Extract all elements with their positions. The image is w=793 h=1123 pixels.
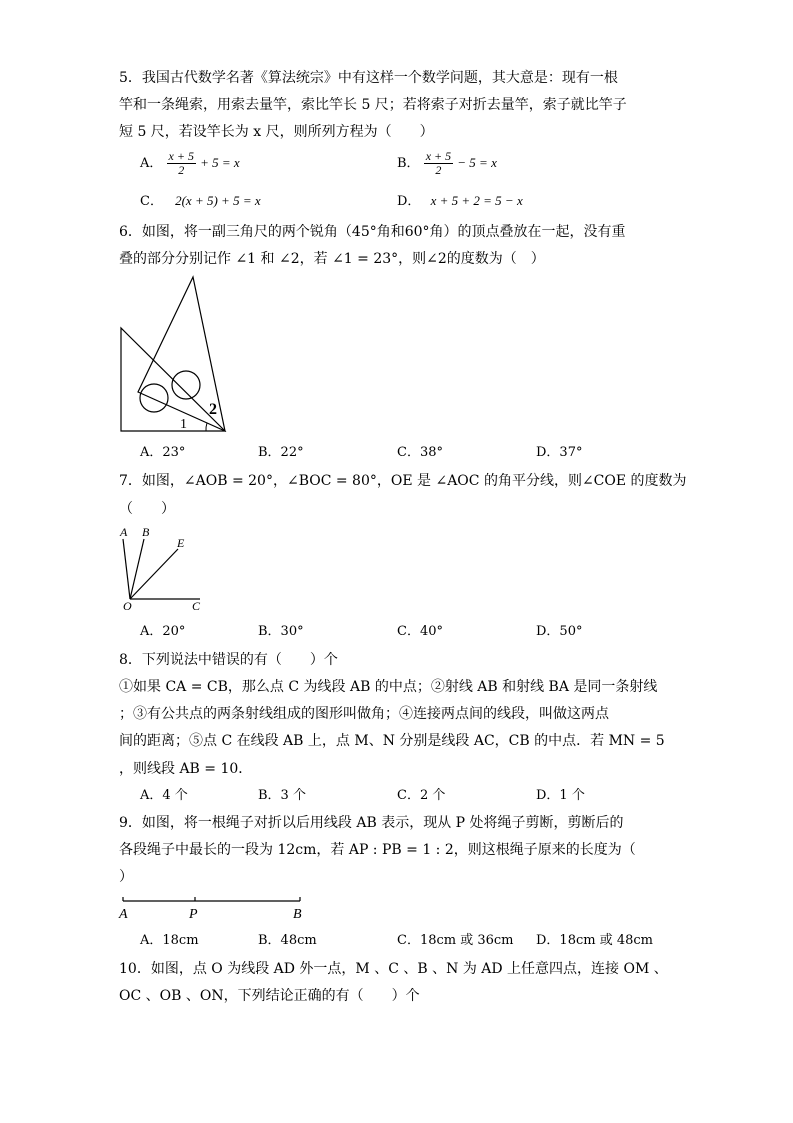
q6-figure-triangles xyxy=(118,274,238,434)
q7-label-b: B xyxy=(142,525,150,539)
q7-label-a: A xyxy=(120,525,128,539)
q5-option-c-expr: 2(x + 5) + 5 = x xyxy=(175,193,261,208)
q5-option-a-fraction xyxy=(167,150,196,177)
q7-line-2: （ ） xyxy=(119,501,175,517)
q8-option-b: B．3 个 xyxy=(258,788,306,803)
q8-line-4: 间的距离；⑤点 C 在线段 AB 上，点 M、N 分别是线段 AC，CB 的中点．若 MN = 5 xyxy=(119,733,665,749)
q5-option-b-label: B． xyxy=(397,156,420,171)
q5-option-c-label: C． xyxy=(140,194,163,209)
q7-ray-oa xyxy=(123,539,130,599)
q5-option-d-expr: x + 5 + 2 = 5 − x xyxy=(430,193,523,208)
q7-label-c: C xyxy=(192,599,201,613)
q8-option-a: A．4 个 xyxy=(140,788,188,803)
q8-line-1: 8．下列说法中错误的有（ ）个 xyxy=(119,652,338,668)
q5-option-a-rest: + 5 = x xyxy=(200,155,240,170)
q9-line-2: 各段绳子中最长的一段为 12cm，若 AP : PB = 1 : 2，则这根绳子原来的长度为（ xyxy=(119,842,636,858)
q6-hole-right xyxy=(172,371,200,399)
q6-line-2: 叠的部分分别记作 ∠1 和 ∠2，若 ∠1 = 23°，则∠2的度数为（ ） xyxy=(119,251,545,267)
q6-option-b: B．22° xyxy=(258,445,304,460)
q5-option-b-fraction xyxy=(424,150,453,177)
q5-option-a-numerator: x + 5 xyxy=(168,149,194,163)
q5-option-b xyxy=(397,150,497,177)
q9-line-3: ） xyxy=(119,869,133,885)
q9-option-c: C．18cm 或 36cm xyxy=(397,933,514,948)
q7-ray-oe xyxy=(130,549,178,599)
q8-line-3: ；③有公共点的两条射线组成的图形叫做角；④连接两点间的线段，叫做这两点 xyxy=(119,706,609,722)
q5-line-1: 5．我国古代数学名著《算法统宗》中有这样一个数学问题，其大意是：现有一根 xyxy=(119,70,618,86)
q6-angle-arc xyxy=(206,423,207,431)
q9-label-p: P xyxy=(189,907,198,922)
q7-figure-angles xyxy=(118,524,218,614)
q10-line-1: 10．如图，点 O 为线段 AD 外一点，M 、C 、B 、N 为 AD 上任意四点，连接 OM 、 xyxy=(119,961,668,977)
q6-line-1: 6．如图，将一副三角尺的两个锐角（45°角和60°角）的顶点叠放在一起，没有重 xyxy=(119,224,626,240)
q6-angle-label-1: 1 xyxy=(180,417,187,432)
q7-ray-ob xyxy=(130,539,144,599)
q6-option-a: A．23° xyxy=(140,445,186,460)
q5-option-b-rest: − 5 = x xyxy=(457,155,497,170)
q6-hole-left xyxy=(140,384,168,412)
q7-label-e: E xyxy=(177,536,185,550)
q8-option-d: D．1 个 xyxy=(536,788,585,803)
q6-option-d: D．37° xyxy=(536,445,583,460)
q9-line-1: 9．如图，将一根绳子对折以后用线段 AB 表示，现从 P 处将绳子剪断，剪断后的 xyxy=(119,815,624,831)
q5-option-c xyxy=(140,191,261,212)
q5-option-a-label: A． xyxy=(140,156,163,171)
q5-option-a-denominator: 2 xyxy=(178,163,185,177)
q6-angle-label-2: 2 xyxy=(209,401,217,418)
q7-option-d: D．50° xyxy=(536,624,583,639)
q7-option-a: A．20° xyxy=(140,624,186,639)
q5-option-b-denominator: 2 xyxy=(435,163,442,177)
q5-option-d xyxy=(397,191,523,212)
q8-option-c: C．2 个 xyxy=(397,788,446,803)
q9-label-a: A xyxy=(119,907,128,922)
q9-option-b: B．48cm xyxy=(258,933,317,948)
q10-line-2: OC 、OB 、ON，下列结论正确的有（ ）个 xyxy=(119,988,420,1004)
q5-option-b-numerator: x + 5 xyxy=(425,149,452,163)
q5-line-2: 竿和一条绳索，用索去量竿，索比竿长 5 尺；若将索子对折去量竿，索子就比竿子 xyxy=(119,97,627,113)
q7-option-c: C．40° xyxy=(397,624,443,639)
q9-figure-segment xyxy=(118,893,318,923)
q9-option-d: D．18cm 或 48cm xyxy=(536,933,653,948)
q7-label-o: O xyxy=(123,599,132,613)
q9-option-a: A．18cm xyxy=(140,933,199,948)
q7-option-b: B．30° xyxy=(258,624,304,639)
q7-line-1: 7．如图，∠AOB = 20°，∠BOC = 80°，OE 是 ∠AOC 的角平分线，则∠COE 的度数为 xyxy=(119,473,687,489)
q5-option-d-label: D． xyxy=(397,194,421,209)
q6-option-c: C．38° xyxy=(397,445,443,460)
q8-line-2: ①如果 CA = CB，那么点 C 为线段 AB 的中点；②射线 AB 和射线 BA 是同一条射线 xyxy=(119,679,658,695)
q5-option-a xyxy=(140,150,240,177)
q5-line-3: 短 5 尺，若设竿长为 x 尺，则所列方程为（ ） xyxy=(119,124,434,140)
q8-line-5: ，则线段 AB = 10． xyxy=(119,761,253,777)
q9-label-b: B xyxy=(293,907,302,922)
